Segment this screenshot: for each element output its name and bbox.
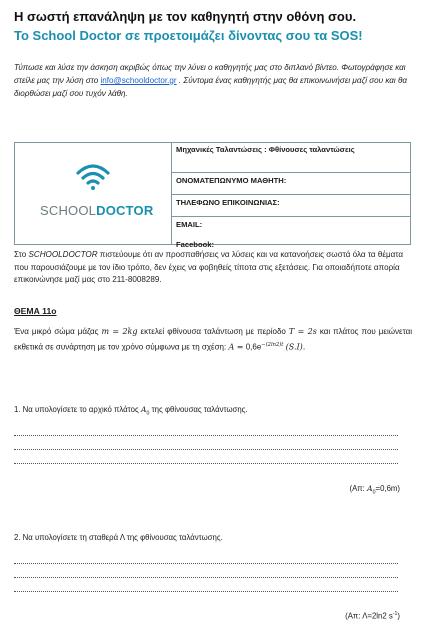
phone-field[interactable]: ΤΗΛΕΦΩΝΟ ΕΠΙΚΟΙΝΩΝΙΑΣ: — [172, 195, 410, 217]
logo-cell — [15, 143, 172, 244]
student-name-field[interactable]: ΟΝΟΜΑΤΕΠΩΝΥΜΟ ΜΑΘΗΤΗ: — [172, 173, 410, 195]
header-subtitle: Το School Doctor σε προετοιμάζει δίνοντας σου τα SOS! — [14, 28, 363, 43]
header-title: Η σωστή επανάληψη με τον καθηγητή στην οθόνη σου. — [14, 9, 357, 24]
answer-line[interactable] — [14, 577, 398, 578]
belief-text-before: Στο — [14, 250, 29, 259]
answer-line[interactable] — [14, 563, 398, 564]
intro-text-before: Τύπωσε και λύσε την άσκηση ακριβώς όπως την λύνει ο καθηγητής μας στο διπλανό βίντεο. Φωτογράφησε και στείλε μας την λύση στο — [14, 63, 406, 85]
belief-text-after: πιστεύουμε ότι αν προσπαθήσεις να λύσεις και να κατανοήσεις σωστά όλα τα θέματα που παρουσιάζουμε με τον ίδιο τρόπο, δεν έχεις να φοβηθείς τίποτα στις εξετάσεις. Για οποιαδήποτε απορία επικοινώνησε μαζί μας στο 211-8008289. — [14, 250, 404, 285]
question-2: 2. Να υπολογίσετε τη σταθερά Λ της φθίνουσας ταλάντωσης. — [14, 533, 223, 542]
answer-line[interactable] — [14, 463, 398, 464]
email-label: EMAIL: — [176, 220, 203, 229]
answer-2-exponent: -1 — [392, 611, 398, 617]
q1-symbol: A — [140, 405, 147, 414]
logo-school-part: SCHOOL — [40, 203, 97, 218]
answer-line[interactable] — [14, 591, 398, 592]
answer-2 — [345, 611, 400, 621]
answer-1-prefix: (Απ: — [349, 484, 367, 493]
mass-expression: m = 2kg — [101, 327, 138, 336]
belief-paragraph — [14, 249, 412, 287]
email-link[interactable]: info@schooldoctor.gr — [100, 75, 177, 85]
question-1 — [14, 405, 248, 417]
problem-text-1: Ένα μικρό σώμα μάζας — [14, 327, 102, 336]
subject-row: Μηχανικές Ταλαντώσεις : Φθίνουσες ταλαντώσεις — [172, 143, 410, 173]
question-1-text: 1. Να υπολογίσετε το αρχικό πλάτος — [14, 405, 141, 414]
intro-paragraph — [14, 62, 412, 100]
answer-1-symbol: A — [366, 484, 373, 493]
amplitude-exponent: −(2ln2)t — [261, 341, 284, 348]
facebook-label: Facebook: — [176, 240, 214, 249]
answer-line[interactable] — [14, 435, 398, 436]
logo-doctor-part: DOCTOR — [96, 203, 154, 218]
topic-heading: ΘΕΜΑ 11ο — [14, 306, 57, 316]
schooldoctor-logo — [40, 203, 153, 218]
info-rows — [172, 143, 410, 249]
belief-brand: SCHOOLDOCTOR — [28, 250, 98, 259]
student-info-card — [14, 142, 411, 249]
problem-text-2: εκτελεί φθίνουσα ταλάντωση με περίοδο — [137, 327, 289, 336]
intro-text-after: . Σύντομα ένας καθηγητής μας θα επικοινωνήσει μαζί σου και θα διορθώσει μαζί σου τυχόν λάθη. — [14, 75, 407, 98]
period-expression: T = 2s — [288, 327, 317, 336]
answer-2-end: ) — [397, 611, 400, 621]
answer-1 — [349, 484, 400, 496]
q1-subscript: 0 — [146, 410, 150, 417]
units-label: (S.I). — [285, 342, 306, 352]
question-1-rest: της φθίνουσας ταλάντωσης. — [149, 405, 248, 414]
email-facebook-field[interactable] — [172, 217, 410, 249]
answer-2-text: (Απ: Λ=2ln2 s — [345, 611, 393, 621]
answer-line[interactable] — [14, 449, 398, 450]
wifi-signal-icon — [75, 161, 111, 191]
amplitude-symbol: A = — [228, 342, 244, 352]
amplitude-coefficient: 0,6e — [245, 342, 262, 352]
answer-1-rest: =0,6m) — [375, 484, 400, 493]
problem-statement — [14, 326, 412, 354]
answer-1-subscript: 0 — [372, 489, 376, 496]
problem-text-3: και πλάτος που μειώνεται εκθετικά σε συνάρτηση με τον χρόνο σύμφωνα με τη σχέση: — [14, 327, 413, 352]
